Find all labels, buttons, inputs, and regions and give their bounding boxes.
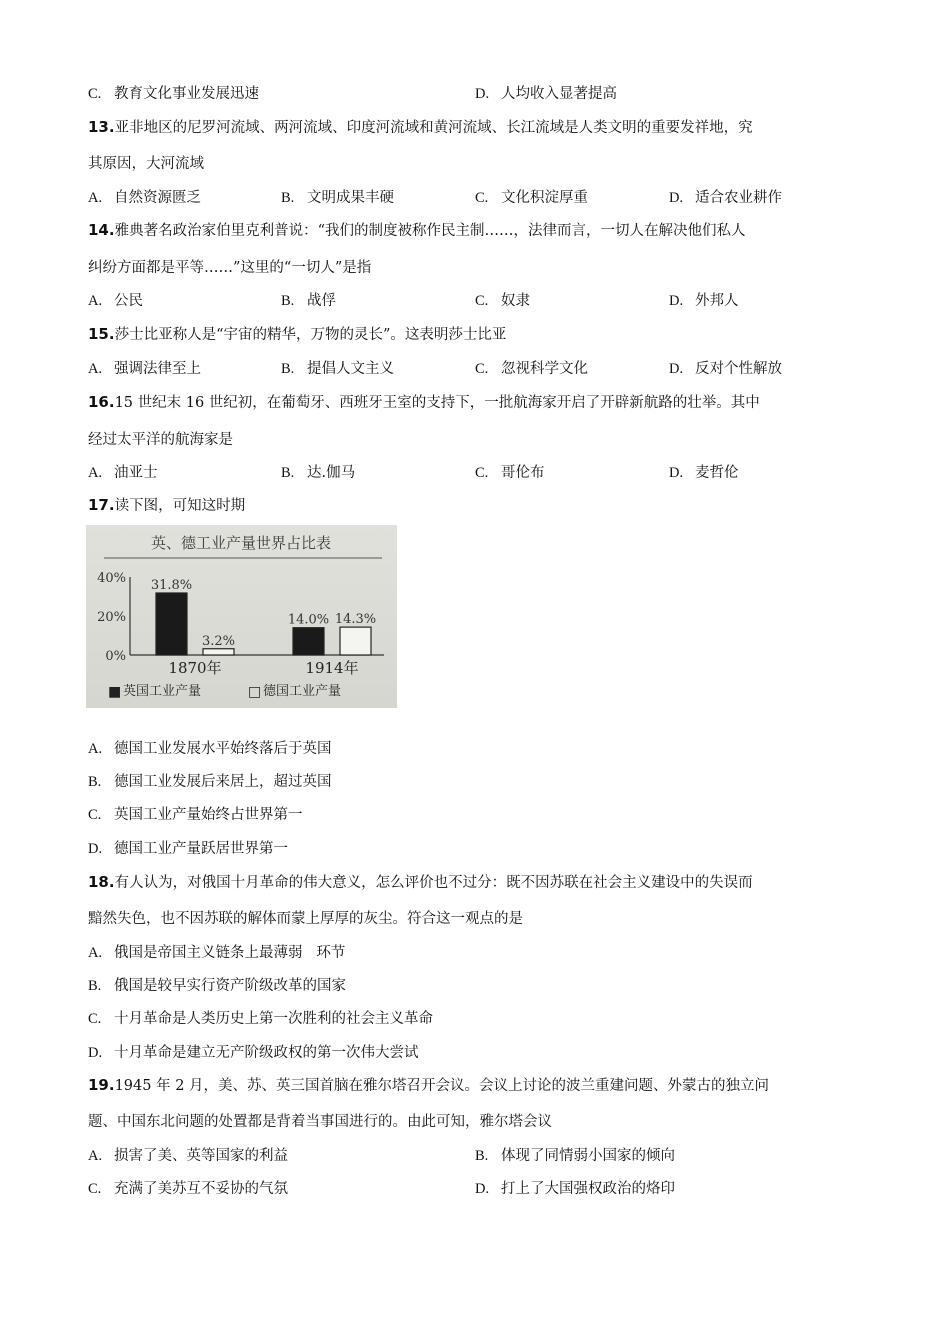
legend [108, 683, 341, 700]
option-text: 俄国是帝国主义链条上最薄弱 环节 [114, 945, 346, 961]
option-letter: C. [88, 1181, 102, 1197]
option-letter: A. [88, 465, 103, 481]
option-text: 人均收入显著提高 [501, 86, 617, 102]
bar [156, 593, 187, 655]
option-letter: D. [88, 841, 103, 857]
q12-option-d[interactable] [475, 82, 617, 103]
option-text: 打上了大国强权政治的烙印 [501, 1181, 675, 1197]
question-number: 19. [88, 1076, 115, 1094]
q15-stem-line1 [88, 323, 506, 344]
q16-option-c[interactable] [475, 461, 545, 482]
q13-option-c[interactable] [475, 186, 588, 207]
option-text: 文明成果丰硬 [307, 190, 394, 206]
question-number: 16. [88, 393, 115, 411]
q18-option-d[interactable] [88, 1041, 419, 1062]
option-text: 充满了美苏互不妥协的气氛 [114, 1181, 288, 1197]
question-number: 17. [88, 496, 115, 514]
option-text: 麦哲伦 [695, 465, 739, 481]
industry-share-chart [86, 525, 397, 708]
q19-option-b[interactable] [475, 1144, 675, 1165]
q19-option-c[interactable] [88, 1177, 288, 1198]
q14-option-d[interactable] [669, 289, 739, 310]
data-label: 3.2% [201, 633, 236, 649]
option-text: 自然资源匮乏 [114, 190, 201, 206]
y-tick-label: 20% [97, 610, 126, 625]
q14-stem-line1 [88, 219, 746, 240]
option-letter: B. [88, 978, 102, 994]
option-letter: D. [669, 293, 684, 309]
q12-option-c[interactable] [88, 82, 259, 103]
category-label: 1870年 [168, 659, 222, 677]
q16-stem-line2: 经过太平洋的航海家是 [88, 432, 233, 448]
option-text: 战俘 [307, 293, 336, 309]
q18-option-a[interactable] [88, 941, 345, 962]
y-tick-label: 0% [105, 649, 126, 664]
data-label: 31.8% [150, 577, 193, 593]
question-number: 18. [88, 873, 115, 891]
option-text: 损害了美、英等国家的利益 [114, 1148, 288, 1164]
category-labels [168, 659, 358, 677]
q17-option-b[interactable] [88, 770, 332, 791]
legend-marker: ■ [108, 684, 122, 700]
question-stem: 15 世纪末 16 世纪初，在葡萄牙、西班牙王室的支持下，一批航海家开启了开辟新航路的壮举。其中 [114, 395, 760, 411]
legend-label: 德国工业产量 [263, 684, 342, 699]
chart-title: 英、德工业产量世界占比表 [150, 534, 332, 552]
option-text: 德国工业产量跃居世界第一 [114, 841, 288, 857]
y-tick-label: 40% [97, 571, 126, 586]
legend-marker: □ [248, 684, 262, 700]
option-letter: C. [88, 86, 102, 102]
legend-label: 英国工业产量 [123, 684, 202, 699]
bar [293, 628, 324, 655]
q13-stem-line2: 其原因，大河流域 [88, 156, 204, 172]
option-text: 适合农业耕作 [695, 190, 782, 206]
option-text: 德国工业发展水平始终落后于英国 [114, 741, 332, 757]
q14-stem-line2: 纠纷方面都是平等……”这里的“一切人”是指 [88, 260, 372, 276]
q19-stem-line2: 题、中国东北问题的处置都是背着当事国进行的。由此可知，雅尔塔会议 [88, 1114, 552, 1130]
option-text: 忽视科学文化 [501, 361, 588, 377]
option-letter: A. [88, 190, 103, 206]
option-letter: D. [88, 1045, 103, 1061]
option-letter: A. [88, 1148, 103, 1164]
q16-stem-line1 [88, 391, 760, 412]
bar [203, 649, 234, 655]
option-letter: C. [475, 293, 489, 309]
option-letter: B. [88, 774, 102, 790]
question-stem: 有人认为，对俄国十月革命的伟大意义，怎么评价也不过分：既不因苏联在社会主义建设中的失误而 [114, 875, 753, 891]
option-letter: D. [475, 86, 490, 102]
option-letter: A. [88, 945, 103, 961]
q18-option-b[interactable] [88, 974, 346, 995]
q13-option-d[interactable] [669, 186, 782, 207]
option-letter: C. [88, 807, 102, 823]
q17-option-d[interactable] [88, 837, 288, 858]
question-stem: 亚非地区的尼罗河流域、两河流域、印度河流域和黄河流域、长江流域是人类文明的重要发祥地，究 [114, 120, 753, 136]
q17-option-c[interactable] [88, 803, 303, 824]
option-text: 俄国是较早实行资产阶级改革的国家 [114, 978, 346, 994]
option-text: 公民 [114, 293, 143, 309]
option-letter: C. [475, 465, 489, 481]
option-letter: A. [88, 361, 103, 377]
option-text: 英国工业产量始终占世界第一 [114, 807, 303, 823]
option-text: 哥伦布 [501, 465, 545, 481]
option-text: 体现了同情弱小国家的倾向 [501, 1148, 675, 1164]
option-letter: D. [669, 190, 684, 206]
q15-option-d[interactable] [669, 357, 782, 378]
q14-option-b[interactable] [281, 289, 336, 310]
option-letter: C. [88, 1011, 102, 1027]
q15-option-b[interactable] [281, 357, 394, 378]
q16-option-b[interactable] [281, 461, 355, 482]
option-letter: B. [281, 361, 295, 377]
option-text: 文化积淀厚重 [501, 190, 588, 206]
data-label: 14.0% [287, 612, 330, 628]
q16-option-d[interactable] [669, 461, 739, 482]
question-stem: 1945 年 2 月，美、苏、英三国首脑在雅尔塔召开会议。会议上讨论的波兰重建问题、外蒙古的独立问 [114, 1078, 770, 1094]
option-text: 德国工业发展后来居上，超过英国 [114, 774, 332, 790]
q18-stem-line2: 黯然失色，也不因苏联的解体而蒙上厚厚的灰尘。符合这一观点的是 [88, 911, 523, 927]
category-label: 1914年 [305, 659, 359, 677]
question-number: 13. [88, 118, 115, 136]
question-stem: 读下图，可知这时期 [114, 498, 246, 514]
bar [340, 627, 371, 655]
option-text: 强调法律至上 [114, 361, 201, 377]
option-text: 外邦人 [695, 293, 739, 309]
option-letter: D. [669, 465, 684, 481]
option-letter: D. [475, 1181, 490, 1197]
option-text: 油亚士 [114, 465, 158, 481]
option-letter: B. [281, 465, 295, 481]
question-stem: 莎士比亚称人是“宇宙的精华，万物的灵长”。这表明莎士比亚 [114, 327, 507, 343]
q13-stem-line1 [88, 116, 753, 137]
q19-option-a[interactable] [88, 1144, 288, 1165]
q19-option-d[interactable] [475, 1177, 675, 1198]
chart-svg [86, 525, 397, 708]
option-text: 教育文化事业发展迅速 [114, 86, 259, 102]
option-text: 反对个性解放 [695, 361, 782, 377]
question-number: 14. [88, 221, 115, 239]
q13-option-a[interactable] [88, 186, 201, 207]
option-text: 十月革命是人类历史上第一次胜利的社会主义革命 [114, 1011, 433, 1027]
option-text: 十月革命是建立无产阶级政权的第一次伟大尝试 [114, 1045, 419, 1061]
q18-stem-line1 [88, 871, 753, 892]
option-text: 提倡人文主义 [307, 361, 394, 377]
option-letter: A. [88, 741, 103, 757]
question-stem: 雅典著名政治家伯里克利普说：“我们的制度被称作民主制……，法律而言，一切人在解决他们私人 [114, 223, 746, 239]
q17-stem-line1 [88, 494, 245, 515]
option-letter: D. [669, 361, 684, 377]
option-text: 达.伽马 [307, 465, 356, 481]
q15-option-c[interactable] [475, 357, 588, 378]
q19-stem-line1 [88, 1074, 769, 1095]
q16-option-a[interactable] [88, 461, 158, 482]
question-number: 15. [88, 325, 115, 343]
option-letter: B. [475, 1148, 489, 1164]
option-letter: A. [88, 293, 103, 309]
y-axis-ticks [97, 571, 126, 664]
option-letter: B. [281, 293, 295, 309]
option-letter: C. [475, 190, 489, 206]
q14-option-c[interactable] [475, 289, 530, 310]
q13-option-b[interactable] [281, 186, 394, 207]
option-letter: C. [475, 361, 489, 377]
q17-option-a[interactable] [88, 737, 332, 758]
option-letter: B. [281, 190, 295, 206]
q14-option-a[interactable] [88, 289, 143, 310]
q18-option-c[interactable] [88, 1007, 433, 1028]
data-label: 14.3% [334, 612, 377, 628]
option-text: 奴隶 [501, 293, 530, 309]
q15-option-a[interactable] [88, 357, 201, 378]
